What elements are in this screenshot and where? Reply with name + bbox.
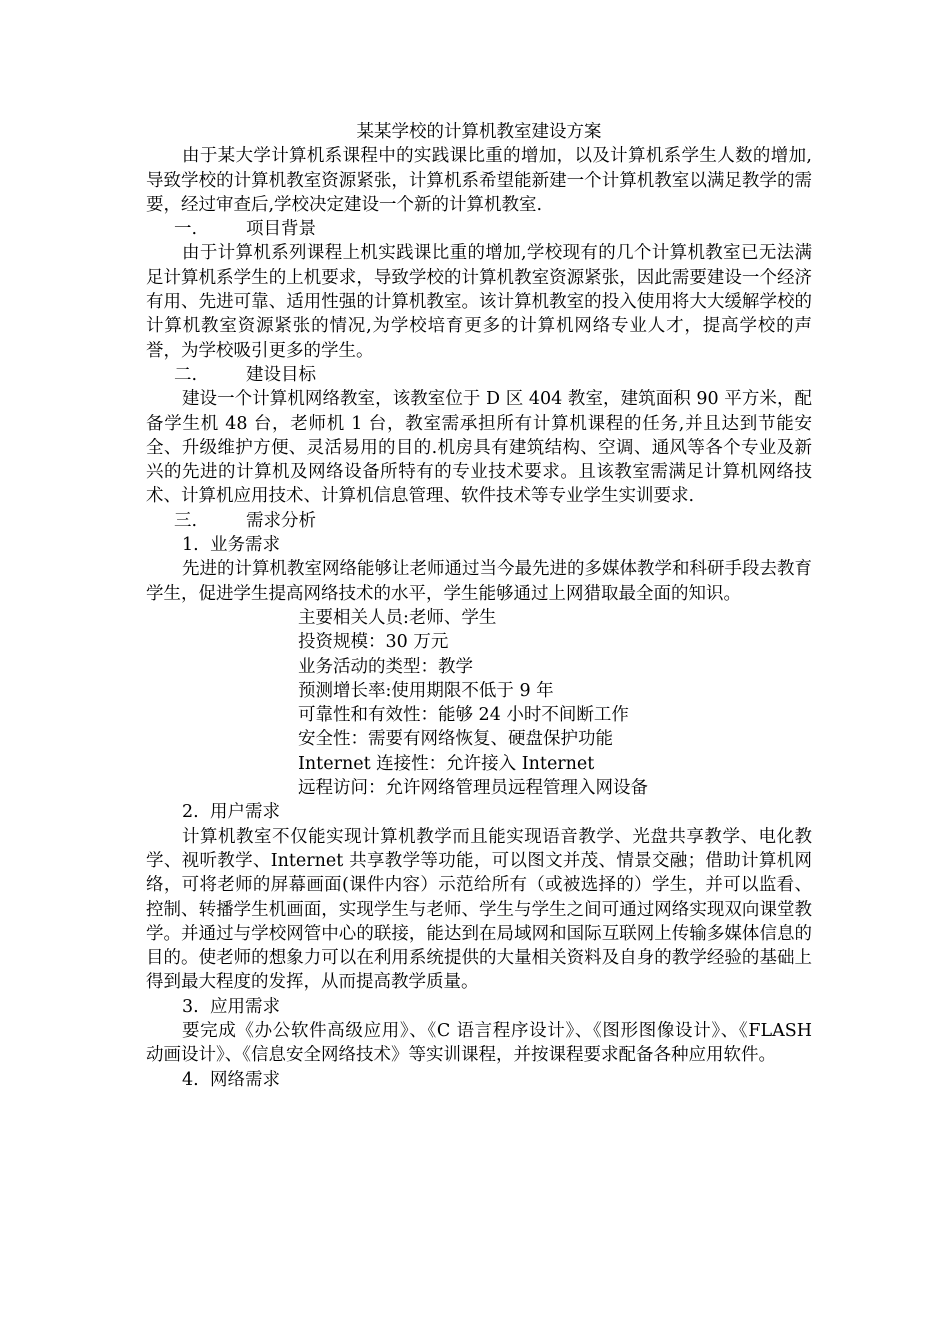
subsection-number: 3. [182, 996, 199, 1017]
subsection-title: 应用需求 [210, 996, 280, 1017]
section-title: 需求分析 [246, 510, 316, 531]
section-heading-requirements [146, 509, 812, 533]
document-title: 某某学校的计算机教室建设方案 [356, 122, 602, 142]
subsection-heading-application [146, 995, 812, 1019]
section-title: 项目背景 [246, 219, 316, 240]
subsection-title: 业务需求 [210, 535, 280, 556]
subsection-title: 网络需求 [210, 1069, 280, 1090]
section-number: 一. [174, 219, 198, 240]
business-requirements-list [146, 606, 812, 800]
application-paragraph: 要完成《办公软件高级应用》、《C 语言程序设计》、《图形图像设计》、《FLASH 动画设计》、《信息安全网络技术》等实训课程，并按课程要求配备各种应用软件。 [146, 1020, 812, 1066]
business-paragraph: 先进的计算机教室网络能够让老师通过当今最先进的多媒体教学和科研手段去教育学生，促进学生提高网络技术的水平，学生能够通过上网猎取最全面的知识。 [146, 559, 812, 604]
list-item: 投资规模：30 万元 [298, 632, 449, 653]
list-item: 业务活动的类型：教学 [298, 656, 473, 677]
subsection-title: 用户需求 [210, 802, 280, 823]
subsection-number: 2. [182, 802, 199, 823]
subsection-heading-network [146, 1068, 812, 1092]
list-item: Internet 连接性：允许接入 Internet [298, 753, 595, 774]
subsection-number: 1. [182, 535, 199, 556]
list-item: 主要相关人员:老师、学生 [298, 607, 497, 628]
list-item: 安全性：需要有网络恢复、硬盘保护功能 [298, 729, 613, 750]
subsection-heading-business [146, 533, 812, 557]
user-paragraph: 计算机教室不仅能实现计算机教学而且能实现语音教学、光盘共享教学、电化教学、视听教学、Internet 共享教学等功能，可以图文并茂、情景交融；借助计算机网络，可将老师的屏幕画面(课件内容）示范给所有（或被选择的）学生，并可以监看、控制、转播学生机画面，实现学生与老师、学生与学生之间可通过网络实现双向课堂教学。并通过与学校网管中心的联接，能达到在局域网和国际互联网上传输多媒体信息的目的。使老师的想象力可以在利用系统提供的大量相关资料及自身的教学经验的基础上得到最大程度的发挥，从而提高教学质量。 [146, 826, 812, 993]
section-heading-goals [146, 363, 812, 387]
goals-paragraph: 建设一个计算机网络教室，该教室位于 D 区 404 教室，建筑面积 90 平方米，配备学生机 48 台，老师机 1 台，教室需承担所有计算机课程的任务,并且达到节能安全、升级维护方便、灵活易用的目的.机房具有建筑结构、空调、通风等各个专业及新兴的先进的计算机及网络设备所特有的专业技术要求。且该教室需满足计算机网络技术、计算机应用技术、计算机信息管理、软件技术等专业学生实训要求. [146, 389, 812, 507]
list-item: 远程访问：允许网络管理员远程管理入网设备 [298, 778, 648, 799]
subsection-heading-user [146, 800, 812, 824]
list-item: 可靠性和有效性：能够 24 小时不间断工作 [298, 705, 629, 726]
subsection-number: 4. [182, 1069, 199, 1090]
intro-paragraph: 由于某大学计算机系课程中的实践课比重的增加，以及计算机系学生人数的增加,导致学校的计算机教室资源紧张，计算机系希望能新建一个计算机教室以满足教学的需要，经过审查后,学校决定建设一个新的计算机教室. [146, 146, 812, 215]
list-item: 预测增长率:使用期限不低于 9 年 [298, 680, 554, 701]
section-title: 建设目标 [246, 364, 316, 385]
section-heading-background [146, 217, 812, 241]
background-paragraph: 由于计算机系列课程上机实践课比重的增加,学校现有的几个计算机教室已无法满足计算机系学生的上机要求，导致学校的计算机教室资源紧张，因此需要建设一个经济有用、先进可靠、适用性强的计算机教室。该计算机教室的投入使用将大大缓解学校的计算机教室资源紧张的情况,为学校培育更多的计算机网络专业人才，提高学校的声誉，为学校吸引更多的学生。 [146, 243, 812, 361]
document-body [146, 120, 812, 1092]
section-number: 三. [174, 510, 198, 531]
section-number: 二. [174, 364, 198, 385]
